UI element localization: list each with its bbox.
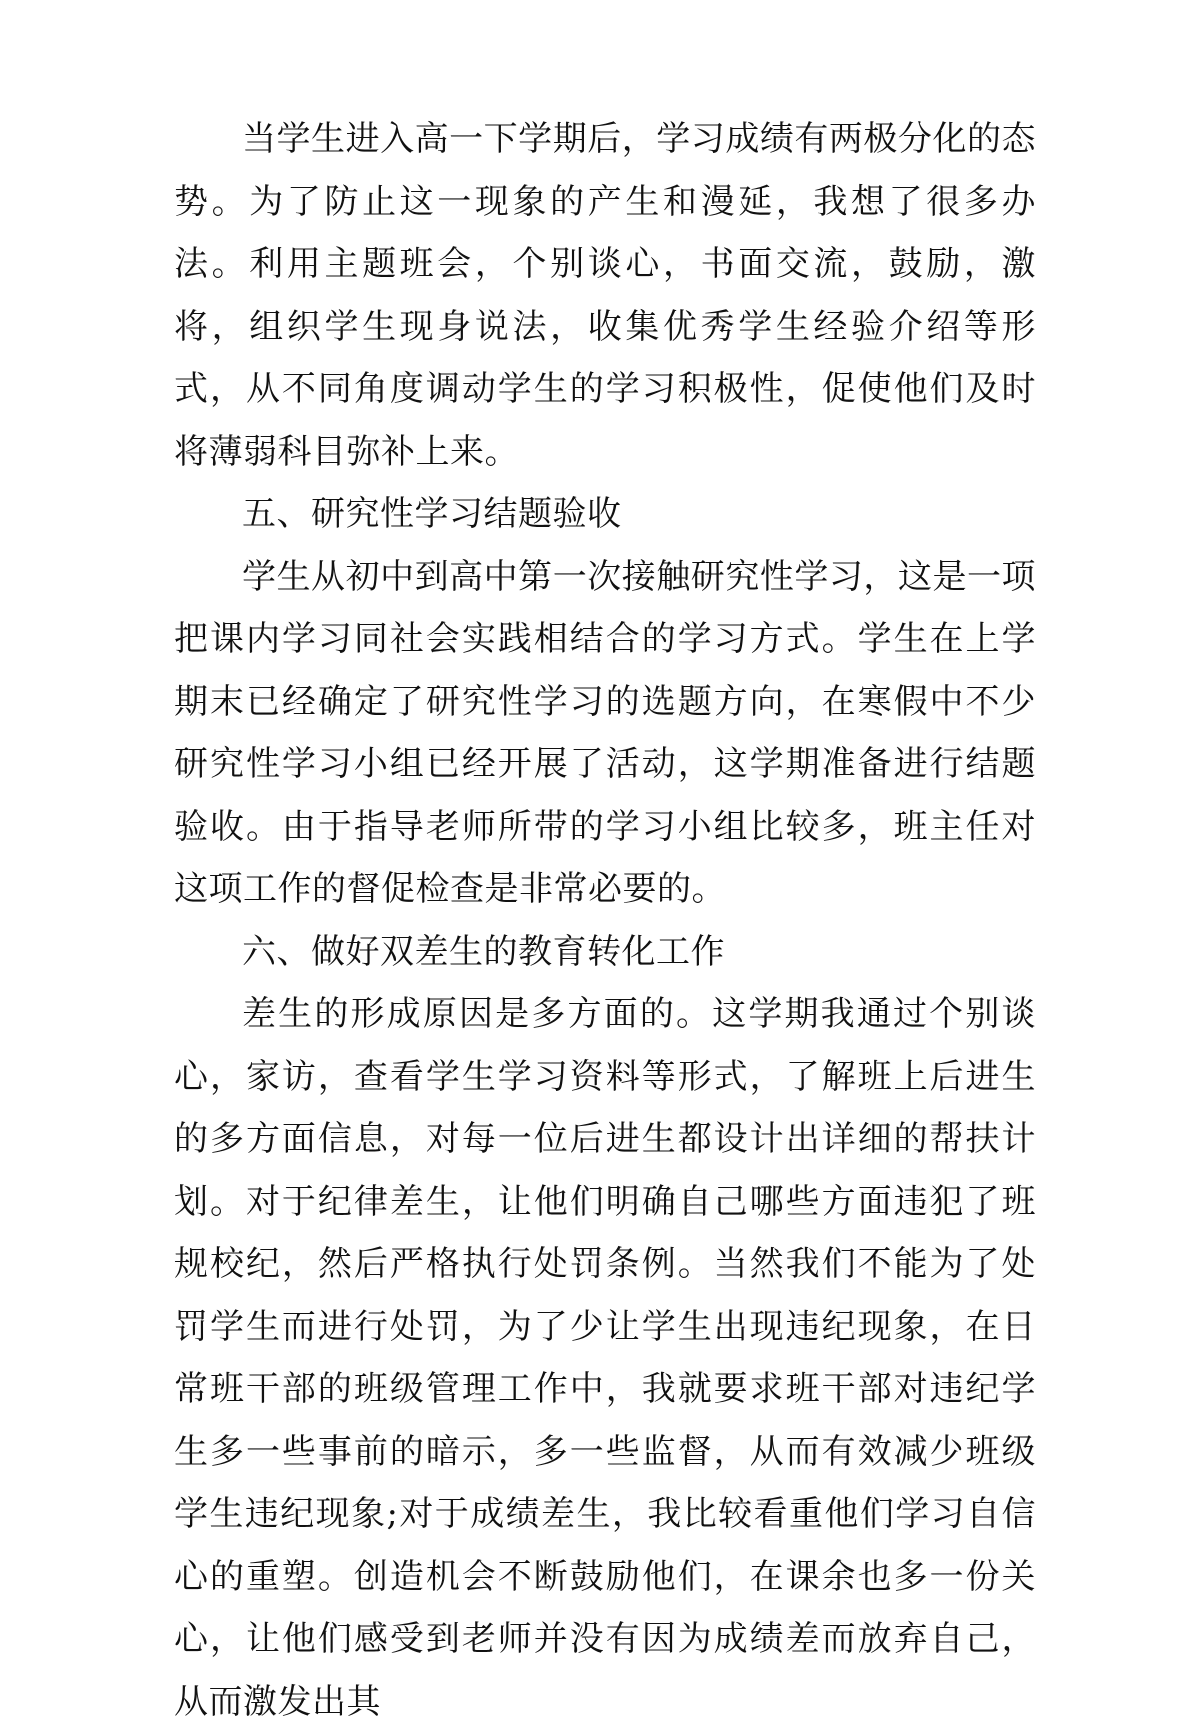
section-heading-underachievers: 六、做好双差生的教育转化工作 <box>242 931 725 972</box>
paragraph-underachievers: 差生的形成原因是多方面的。这学期我通过个别谈心，家访，查看学生学习资料等形式，了解班上后进生的多方面信息，对每一位后进生都设计出详细的帮扶计划。对于纪律差生，让他们明确自己哪些方面违犯了班规校纪，然后严格执行处罚条例。当然我们不能为了处罚学生而进行处罚，为了少让学生出现违纪现象，在日常班干部的班级管理工作中，我就要求班干部对违纪学生多一些事前的暗示，多一些监督，从而有效减少班级学生违纪现象;对于成绩差生，我比较看重他们学习自信心的重塑。创造机会不断鼓励他们，在课余也多一份关心，让他们感受到老师并没有因为成绩差而放弃自己，从而激发出其 <box>174 994 1036 1722</box>
section-heading-research-study: 五、研究性学习结题验收 <box>242 494 622 534</box>
paragraph-research-study: 学生从初中到高中第一次接触研究性学习，这是一项把课内学习同社会实践相结合的学习方式。学生在上学期末已经确定了研究性学习的选题方向，在寒假中不少研究性学习小组已经开展了活动，这学期准备进行结题验收。由于指导老师所带的学习小组比较多，班主任对这项工作的督促检查是非常必要的。 <box>174 556 1036 909</box>
document-body <box>174 108 1036 1733</box>
paragraph-study-polarization: 当学生进入高一下学期后，学习成绩有两极分化的态势。为了防止这一现象的产生和漫延，我想了很多办法。利用主题班会，个别谈心，书面交流，鼓励，激将，组织学生现身说法，收集优秀学生经验介绍等形式，从不同角度调动学生的学习积极性，促使他们及时将薄弱科目弥补上来。 <box>174 119 1036 472</box>
